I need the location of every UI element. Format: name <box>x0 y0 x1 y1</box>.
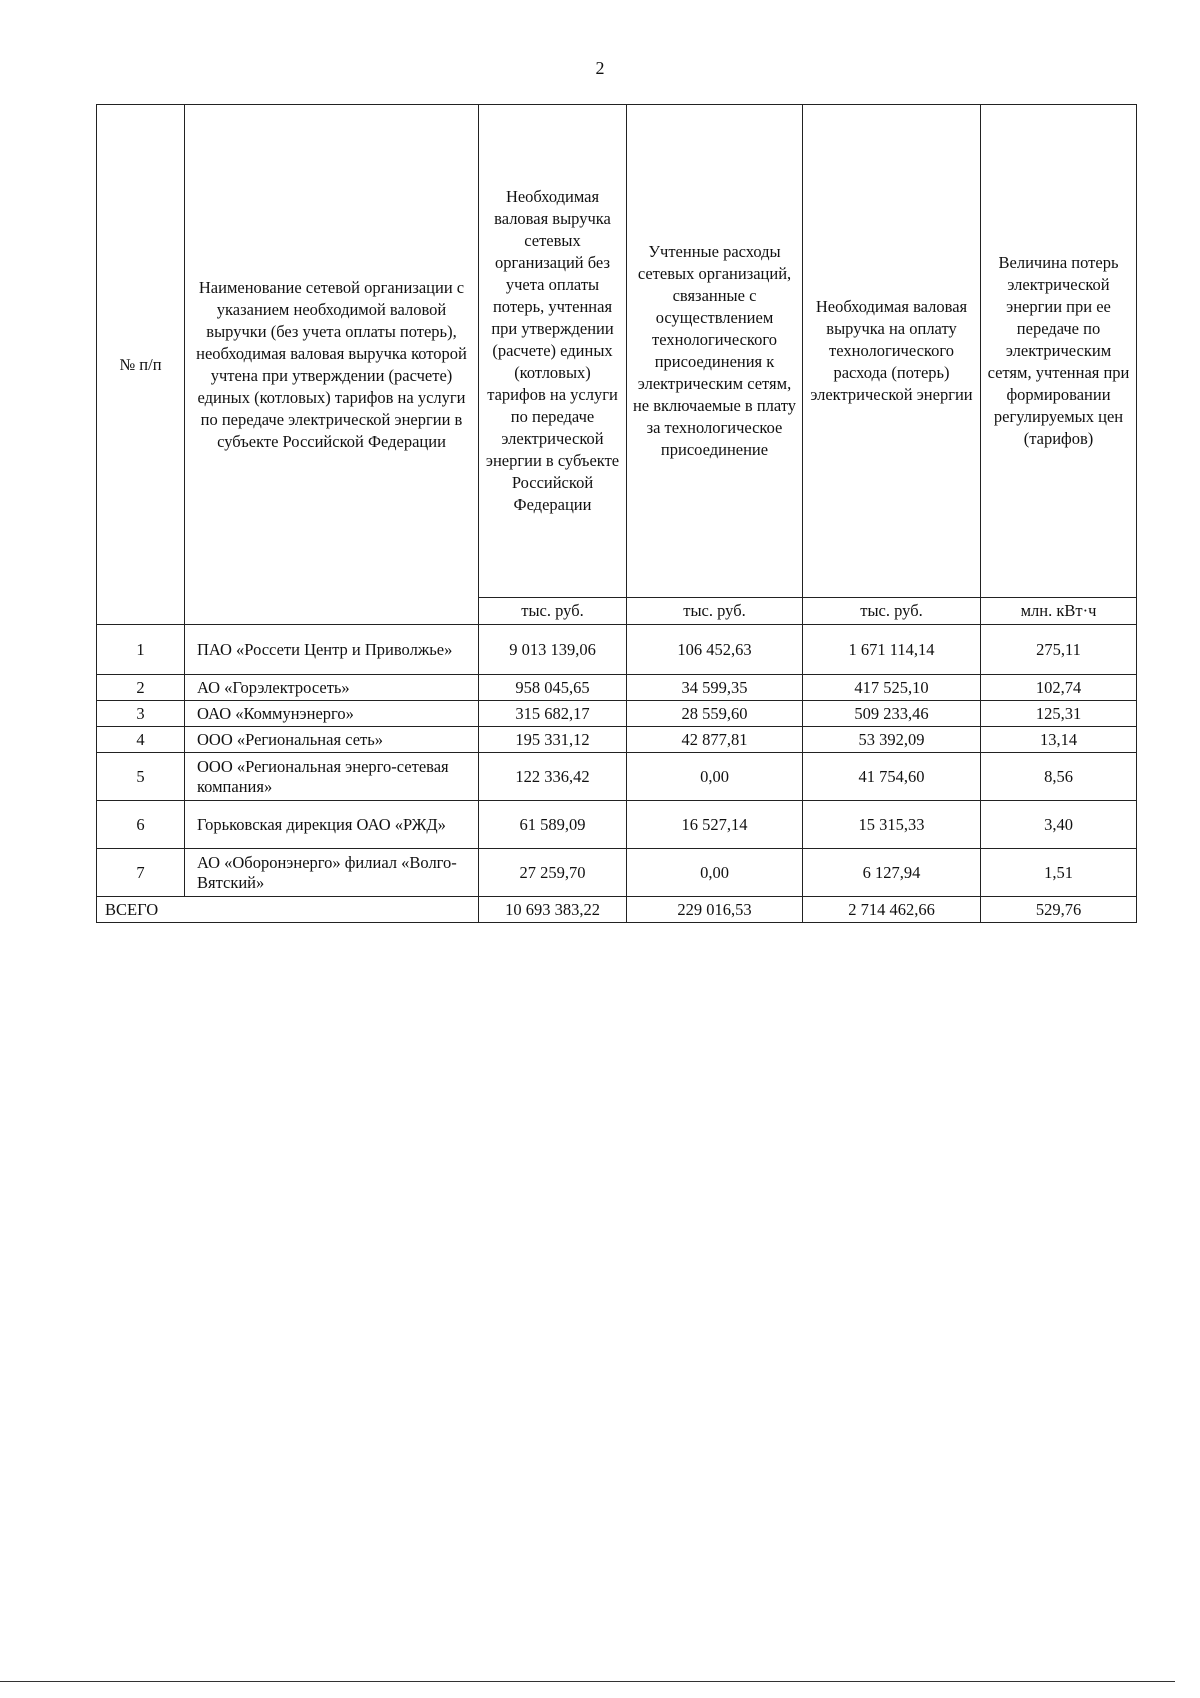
table-row <box>97 849 1137 897</box>
unit-loss-payment: тыс. руб. <box>803 598 981 625</box>
total-label: ВСЕГО <box>97 897 479 923</box>
row-name: АО «Горэлектросеть» <box>185 675 479 701</box>
row-nvv: 195 331,12 <box>479 727 627 753</box>
row-loss-volume: 8,56 <box>981 753 1137 801</box>
row-tech: 34 599,35 <box>627 675 803 701</box>
row-name: ОАО «Коммунэнерго» <box>185 701 479 727</box>
page-number: 2 <box>595 58 605 78</box>
row-num: 5 <box>97 753 185 801</box>
total-loss-volume: 529,76 <box>981 897 1137 923</box>
row-nvv: 27 259,70 <box>479 849 627 897</box>
header-tech: Учтенные расходы сетевых организаций, связанные с осуществлением технологического присоединения к электрическим сетям, не включаемые в плату за технологическое присоединение <box>627 105 803 598</box>
row-loss-volume: 275,11 <box>981 625 1137 675</box>
row-loss-volume: 102,74 <box>981 675 1137 701</box>
row-loss-payment: 509 233,46 <box>803 701 981 727</box>
unit-nvv: тыс. руб. <box>479 598 627 625</box>
total-row <box>97 897 1137 923</box>
total-tech: 229 016,53 <box>627 897 803 923</box>
table-row <box>97 675 1137 701</box>
row-nvv: 958 045,65 <box>479 675 627 701</box>
table-row <box>97 753 1137 801</box>
row-num: 4 <box>97 727 185 753</box>
header-nvv: Необходимая валовая выручка сетевых организаций без учета оплаты потерь, учтенная при утверждении (расчете) единых (котловых) тарифов на услуги по передаче электрической энергии в субъекте Российской Федерации <box>479 105 627 598</box>
header-loss-volume: Величина потерь электрической энергии при ее передаче по электрическим сетям, учтенная при формировании регулируемых цен (тарифов) <box>981 105 1137 598</box>
header-row <box>97 105 1137 598</box>
row-loss-payment: 41 754,60 <box>803 753 981 801</box>
row-num: 2 <box>97 675 185 701</box>
total-loss-payment: 2 714 462,66 <box>803 897 981 923</box>
row-num: 3 <box>97 701 185 727</box>
header-loss-payment: Необходимая валовая выручка на оплату технологического расхода (потерь) электрической энергии <box>803 105 981 598</box>
table-row <box>97 701 1137 727</box>
row-name: Горьковская дирекция ОАО «РЖД» <box>185 801 479 849</box>
table-row <box>97 727 1137 753</box>
total-nvv: 10 693 383,22 <box>479 897 627 923</box>
row-tech: 106 452,63 <box>627 625 803 675</box>
row-name: ПАО «Россети Центр и Приволжье» <box>185 625 479 675</box>
tariff-table <box>96 104 1137 923</box>
row-nvv: 9 013 139,06 <box>479 625 627 675</box>
row-nvv: 61 589,09 <box>479 801 627 849</box>
row-num: 7 <box>97 849 185 897</box>
row-loss-payment: 417 525,10 <box>803 675 981 701</box>
unit-loss-volume: млн. кВт·ч <box>981 598 1137 625</box>
row-loss-volume: 13,14 <box>981 727 1137 753</box>
row-tech: 42 877,81 <box>627 727 803 753</box>
row-loss-volume: 3,40 <box>981 801 1137 849</box>
row-num: 6 <box>97 801 185 849</box>
row-tech: 16 527,14 <box>627 801 803 849</box>
table-row <box>97 801 1137 849</box>
row-tech: 0,00 <box>627 849 803 897</box>
row-nvv: 315 682,17 <box>479 701 627 727</box>
footer-divider <box>0 1681 1175 1682</box>
row-num: 1 <box>97 625 185 675</box>
row-loss-payment: 15 315,33 <box>803 801 981 849</box>
header-num: № п/п <box>97 105 185 625</box>
row-name: ООО «Региональная энерго-сетевая компания» <box>185 753 479 801</box>
row-tech: 0,00 <box>627 753 803 801</box>
row-loss-payment: 6 127,94 <box>803 849 981 897</box>
header-name: Наименование сетевой организации с указанием необходимой валовой выручки (без учета оплаты потерь), необходимая валовая выручка которой учтена при утверждении (расчете) единых (котловых) тарифов на услуги по передаче электрической энергии в субъекте Российской Федерации <box>185 105 479 625</box>
row-loss-payment: 1 671 114,14 <box>803 625 981 675</box>
row-loss-volume: 1,51 <box>981 849 1137 897</box>
row-name: ООО «Региональная сеть» <box>185 727 479 753</box>
row-loss-volume: 125,31 <box>981 701 1137 727</box>
table-row <box>97 625 1137 675</box>
row-nvv: 122 336,42 <box>479 753 627 801</box>
row-name: АО «Оборонэнерго» филиал «Волго-Вятский» <box>185 849 479 897</box>
row-loss-payment: 53 392,09 <box>803 727 981 753</box>
unit-tech: тыс. руб. <box>627 598 803 625</box>
row-tech: 28 559,60 <box>627 701 803 727</box>
